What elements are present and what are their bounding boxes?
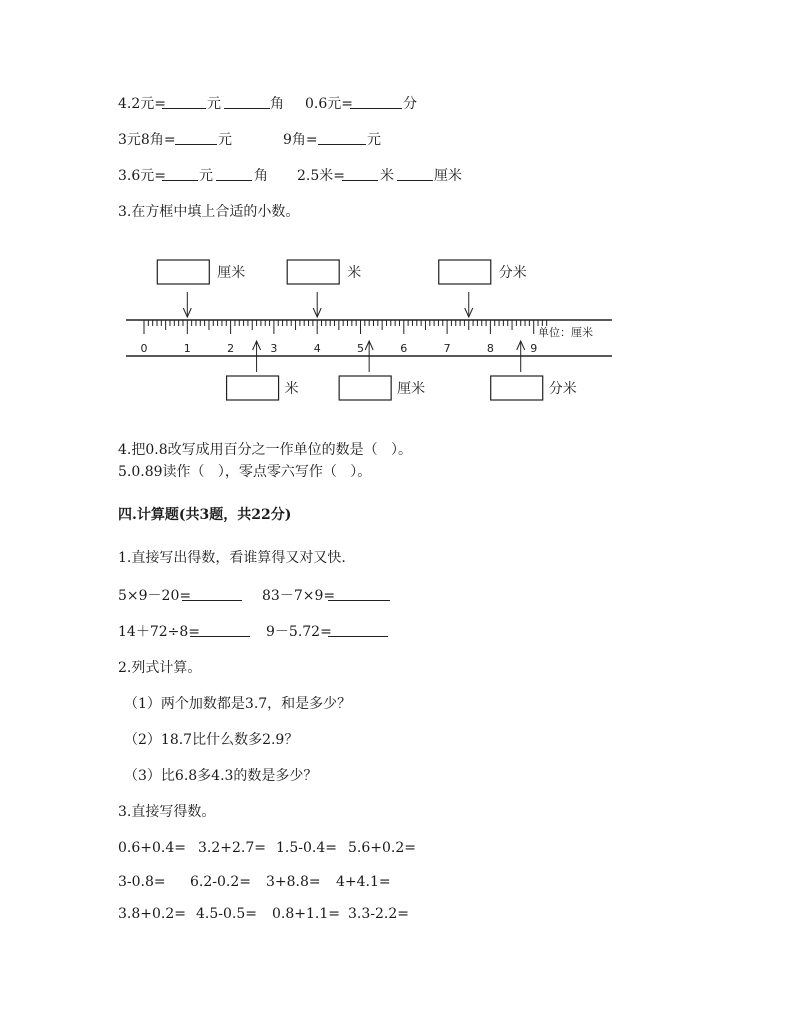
answer-blank[interactable] (397, 166, 433, 187)
ruler-number-label: 3 (270, 342, 278, 355)
answer-blank[interactable] (162, 166, 198, 187)
equation: 1.5-0.4= (276, 840, 337, 856)
text: 3.6元= (118, 168, 166, 184)
answer-blank[interactable] (224, 94, 270, 115)
question-4: 4.把0.8改写成用百分之一作单位的数是（ ）。 (118, 442, 412, 458)
text: 0.6元= (305, 96, 353, 112)
answer-blank[interactable] (328, 622, 388, 643)
problem-2-item: （1）两个加数都是3.7，和是多少？ (124, 696, 352, 712)
text: 厘米 (434, 168, 462, 184)
problem-2-item: （2）18.7比什么数多2.9？ (124, 732, 299, 748)
text: 米 (380, 168, 394, 184)
box-unit-label: 厘米 (217, 265, 246, 281)
text: 元 (207, 96, 221, 112)
equation: 3-0.8= (118, 874, 166, 890)
equation: 0.8+1.1= (272, 906, 340, 922)
answer-box (491, 376, 543, 400)
answer-blank[interactable] (182, 586, 242, 607)
equation: 83－7×9= (262, 588, 336, 604)
ruler-number-label: 2 (227, 342, 235, 355)
answer-blank[interactable] (318, 130, 366, 151)
text: 角 (270, 96, 284, 112)
ruler-unit-label: 单位：厘米 (538, 326, 593, 339)
text: 元 (199, 168, 213, 184)
text: 元 (367, 132, 381, 148)
box-unit-label: 分米 (548, 381, 577, 397)
question-5: 5.0.89读作（ ），零点零六写作（ ）。 (118, 464, 372, 480)
equation: 3.8+0.2= (118, 906, 186, 922)
equation: 4+4.1= (336, 874, 391, 890)
answer-blank[interactable] (162, 94, 206, 115)
equation: 5.6+0.2= (348, 840, 416, 856)
text: 9角= (283, 132, 318, 148)
problem-2-item: （3）比6.8多4.3的数是多少？ (124, 768, 318, 784)
ruler-number-label: 1 (183, 342, 191, 355)
box-unit-label: 厘米 (397, 381, 426, 397)
problem-1-title: 1.直接写出得数，看谁算得又对又快. (118, 550, 346, 566)
equation: 6.2-0.2= (190, 874, 251, 890)
ruler-number-label: 6 (400, 342, 408, 355)
answer-box (439, 260, 491, 284)
equation: 9－5.72= (266, 624, 332, 640)
question-3-title: 3.在方框中填上合适的小数。 (118, 204, 300, 220)
ruler-diagram (118, 250, 618, 410)
answer-blank[interactable] (190, 622, 250, 643)
answer-blank[interactable] (216, 166, 252, 187)
text: 4.2元= (118, 96, 166, 112)
equation: 5×9－20= (118, 588, 192, 604)
box-unit-label: 米 (284, 381, 299, 397)
answer-blank[interactable] (342, 166, 378, 187)
ruler-figure (118, 250, 618, 410)
box-unit-label: 分米 (498, 265, 527, 281)
equation: 14＋72÷8= (118, 624, 200, 640)
text: 分 (403, 96, 417, 112)
text: 2.5米= (297, 168, 345, 184)
ruler-number-label: 9 (530, 342, 538, 355)
section-heading: 四.计算题(共3题，共22分) (118, 507, 292, 523)
answer-box (157, 260, 209, 284)
equation: 4.5-0.5= (196, 906, 257, 922)
equation: 0.6+0.4= (118, 840, 186, 856)
answer-blank[interactable] (175, 130, 217, 151)
ruler-number-label: 0 (140, 342, 148, 355)
equation: 3.2+2.7= (198, 840, 266, 856)
answer-box (227, 376, 279, 400)
answer-blank[interactable] (328, 586, 390, 607)
equation: 3+8.8= (266, 874, 321, 890)
problem-2-title: 2.列式计算。 (118, 660, 202, 676)
ruler-number-label: 5 (357, 342, 364, 355)
ruler-number-label: 8 (486, 342, 494, 355)
text: 角 (254, 168, 268, 184)
answer-box (339, 376, 391, 400)
answer-box (287, 260, 339, 284)
text: 元 (218, 132, 232, 148)
problem-3-title: 3.直接写得数。 (118, 804, 216, 820)
ruler-number-label: 4 (313, 342, 321, 355)
text: 3元8角= (118, 132, 176, 148)
ruler-number-label: 7 (443, 342, 451, 355)
answer-blank[interactable] (350, 94, 402, 115)
box-unit-label: 米 (347, 265, 362, 281)
equation: 3.3-2.2= (348, 906, 409, 922)
